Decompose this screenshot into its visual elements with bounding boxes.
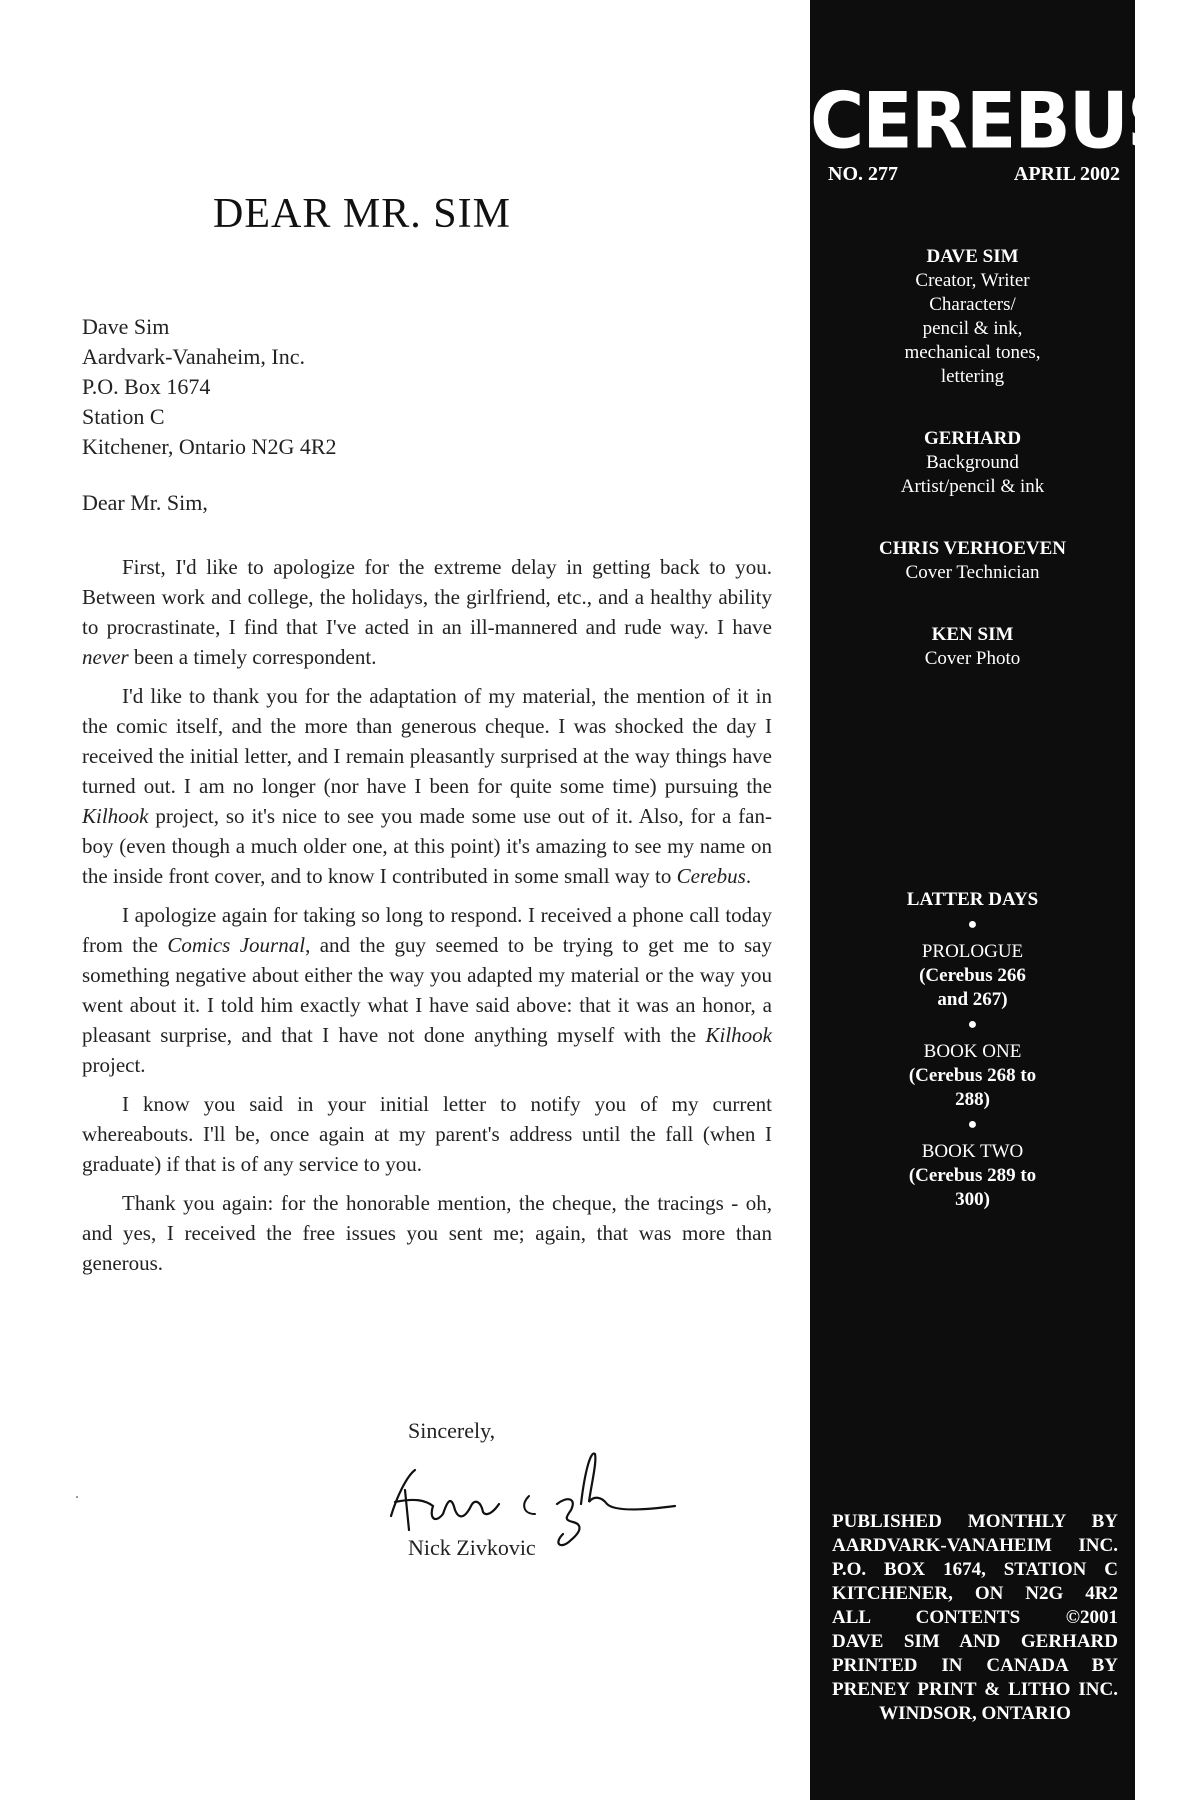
credit-entry — [810, 245, 1135, 389]
paragraph-text: project, so it's nice to see you made some use out of it. Also, for a fan-boy (even though a much older one, at this point) it's amazing to see my name on the inside front cover, and to know I contributed in some small way to — [82, 804, 772, 888]
part-range: 288) — [955, 1089, 990, 1110]
paragraph-text: . — [745, 864, 752, 888]
credit-role: Artist/pencil & ink — [900, 476, 1045, 497]
book-part — [810, 1040, 1135, 1112]
publisher-line: ALL CONTENTS ©2001 — [832, 1607, 1118, 1628]
letter-paragraph — [82, 552, 772, 672]
italic-title: Cerebus — [676, 864, 746, 888]
issue-line — [828, 163, 1120, 186]
paragraph-text: I know you said in your initial letter to notify you of my current whereabouts. I'll be, once again at my parent's address until the fall (when I graduate) if that is of any service to you. — [82, 1092, 772, 1176]
credit-role: Cover Photo — [924, 648, 1021, 669]
part-title: PROLOGUE — [921, 941, 1024, 962]
part-range: (Cerebus 266 — [919, 965, 1026, 986]
address-line: P.O. Box 1674 — [82, 374, 211, 399]
paragraph-text: I apologize again for taking so long to respond. I received a phone call today from the — [82, 903, 772, 957]
credit-name: GERHARD — [923, 428, 1022, 449]
bullet-icon: ● — [967, 1016, 978, 1033]
issue-number: NO. 277 — [828, 163, 898, 185]
credit-role: Characters/ — [929, 294, 1016, 315]
scan-speck — [76, 1496, 78, 1498]
address-line: Dave Sim — [82, 314, 170, 339]
publisher-line: PRENEY PRINT & LITHO INC. — [832, 1679, 1118, 1700]
italic-title: Kilhook — [705, 1023, 772, 1047]
publisher-line: WINDSOR, ONTARIO — [879, 1703, 1071, 1724]
publisher-line: AARDVARK-VANAHEIM INC. — [832, 1535, 1118, 1556]
address-line: Station C — [82, 404, 165, 429]
signer-name: Nick Zivkovic — [408, 1535, 536, 1560]
part-range: 300) — [955, 1189, 990, 1210]
credit-role: lettering — [940, 366, 1005, 387]
italic-title: Comics Journal — [167, 933, 306, 957]
book-part — [810, 940, 1135, 1012]
paragraph-text: , and the guy seemed to be trying to get me to say something negative about either the way you adapted my material or the way you went about it. I told him exactly what I have said above: that it was an honor, a pleasant surprise, and that I have not done anything myself with the — [82, 933, 772, 1047]
credit-name: DAVE SIM — [926, 246, 1019, 267]
credit-entry — [810, 623, 1135, 671]
letter-paragraph — [82, 1089, 772, 1179]
credit-entry — [810, 537, 1135, 585]
letter-body — [82, 552, 772, 1287]
address-line: Aardvark-Vanaheim, Inc. — [82, 344, 305, 369]
paragraph-text: Thank you again: for the honorable mention, the cheque, the tracings - oh, and yes, I received the free issues you sent me; again, that was more than generous. — [82, 1191, 772, 1275]
book-part — [810, 1140, 1135, 1212]
italic-title: never — [82, 645, 129, 669]
publisher-line: KITCHENER, ON N2G 4R2 — [832, 1583, 1118, 1604]
issue-date: APRIL 2002 — [1013, 163, 1120, 185]
italic-title: Kilhook — [82, 804, 149, 828]
letter-paragraph — [82, 681, 772, 891]
publisher-line: PRINTED IN CANADA BY — [832, 1655, 1118, 1676]
credit-role: Creator, Writer — [915, 270, 1030, 291]
part-range: and 267) — [937, 989, 1008, 1010]
paragraph-text: First, I'd like to apologize for the extreme delay in getting back to you. Between work and college, the holidays, the girlfriend, etc., and a healthy ability to procrastinate, I find that I've acted in an ill-mannered and rude way. I have — [82, 555, 772, 639]
letter-title: DEAR MR. SIM — [213, 191, 511, 237]
closing: Sincerely, — [408, 1418, 496, 1443]
salutation: Dear Mr. Sim, — [82, 490, 208, 515]
publisher-info — [832, 1510, 1118, 1726]
credit-name: CHRIS VERHOEVEN — [878, 538, 1067, 559]
credit-role: pencil & ink, — [922, 318, 1023, 339]
part-range: (Cerebus 289 to — [908, 1165, 1037, 1186]
letter-paragraph — [82, 900, 772, 1080]
credits-list — [810, 245, 1135, 695]
latter-days-heading: LATTER DAYS — [906, 889, 1039, 910]
part-title: BOOK TWO — [921, 1141, 1024, 1162]
recipient-address — [82, 312, 337, 462]
masthead-sidebar — [810, 0, 1179, 1800]
publisher-line: P.O. BOX 1674, STATION C — [832, 1559, 1118, 1580]
credit-name: KEN SIM — [931, 624, 1014, 645]
credit-entry — [810, 427, 1135, 499]
part-title: BOOK ONE — [923, 1041, 1022, 1062]
publisher-line: DAVE SIM AND GERHARD — [832, 1631, 1118, 1652]
bullet-icon: ● — [967, 1116, 978, 1133]
publisher-line: PUBLISHED MONTHLY BY — [832, 1511, 1118, 1532]
paragraph-text: project. — [82, 1053, 146, 1077]
part-range: (Cerebus 268 to — [908, 1065, 1037, 1086]
latter-days-index — [810, 888, 1135, 1214]
cerebus-logo: CEREBUS — [810, 75, 1179, 167]
credit-role: Cover Technician — [905, 562, 1040, 583]
credit-role: mechanical tones, — [904, 342, 1041, 363]
bullet-icon: ● — [967, 916, 978, 933]
letter-paragraph — [82, 1188, 772, 1278]
credit-role: Background — [926, 452, 1019, 473]
address-line: Kitchener, Ontario N2G 4R2 — [82, 434, 337, 459]
paragraph-text: been a timely correspondent. — [128, 645, 377, 669]
paragraph-text: I'd like to thank you for the adaptation of my material, the mention of it in the comic itself, and the more than generous cheque. I was shocked the day I received the initial letter, and I remain pleasantly surprised at the way things have turned out. I am no longer (nor have I been for quite some time) pursuing the — [82, 684, 772, 798]
